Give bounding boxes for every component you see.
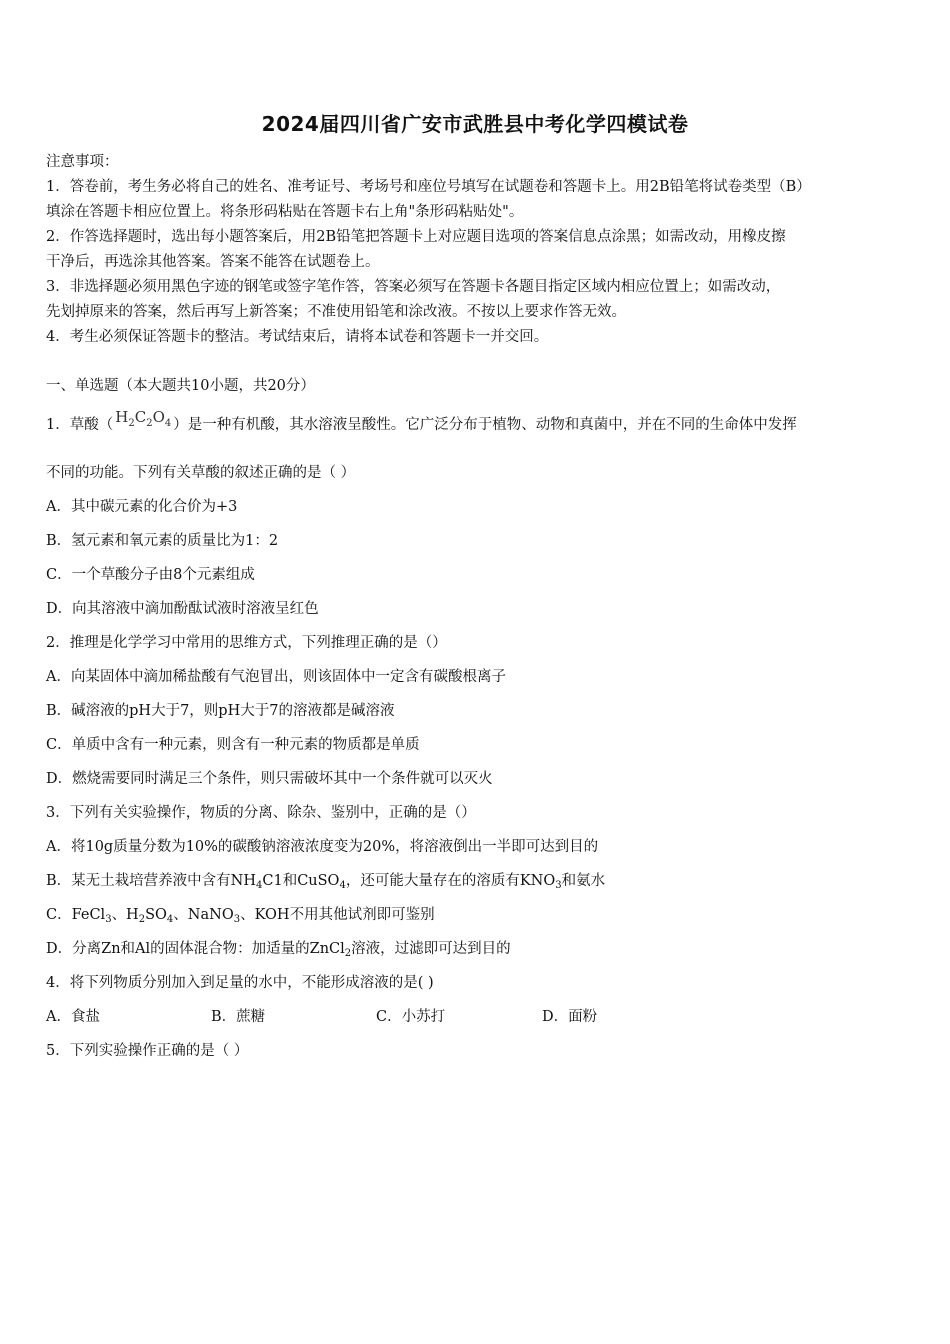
- q2-option-b: B．碱溶液的pH大于7，则pH大于7的溶液都是碱溶液: [46, 703, 395, 719]
- question-4-stem: 4．将下列物质分别加入到足量的水中，不能形成溶液的是( ): [46, 975, 434, 991]
- q3b-sub-3: 3: [555, 880, 562, 891]
- q1-option-c: C．一个草酸分子由8个元素组成: [46, 567, 255, 583]
- q3-option-b: [46, 871, 605, 896]
- notice-heading: 注意事项：: [46, 154, 119, 170]
- q3c-sub-4: 3: [233, 914, 241, 925]
- formula-sub-1: 2: [128, 418, 135, 429]
- q3b-sub-2: 4: [339, 880, 346, 891]
- q1-option-b: B．氢元素和氧元素的质量比为1：2: [46, 533, 279, 549]
- q3-option-a: A．将10g质量分数为10%的碳酸钠溶液浓度变为20%，将溶液倒出一半即可达到目的: [46, 839, 599, 855]
- notice-item-1b: 填涂在答题卡相应位置上。将条形码粘贴在答题卡右上角"条形码粘贴处"。: [46, 204, 524, 220]
- formula-h: H: [115, 408, 129, 426]
- q3c-part-4: 、NaNO: [173, 907, 234, 923]
- question-3-stem: 3．下列有关实验操作，物质的分离、除杂、鉴别中，正确的是（）: [46, 805, 476, 821]
- q3b-part-1: B．某无土栽培营养液中含有NH: [46, 873, 256, 889]
- q2-option-c: C．单质中含有一种元素，则含有一种元素的物质都是单质: [46, 737, 420, 753]
- q4-option-d: D．面粉: [542, 1009, 598, 1025]
- q4-option-c: C．小苏打: [376, 1009, 446, 1025]
- q3c-part-1: C．FeCl: [46, 907, 106, 923]
- question-2-stem: 2．推理是化学学习中常用的思维方式，下列推理正确的是（）: [46, 635, 447, 651]
- formula-sub-3: 4: [164, 418, 172, 429]
- notice-item-4: 4．考生必须保证答题卡的整洁。考试结束后，请将本试卷和答题卡一并交回。: [46, 329, 549, 345]
- q3-option-c: [46, 905, 435, 930]
- q1-option-a: A．其中碳元素的化合价为+3: [46, 499, 238, 515]
- question-1-continuation: 不同的功能。下列有关草酸的叙述正确的是（ ）: [46, 465, 356, 481]
- q3c-part-5: 、KOH不用其他试剂即可鉴别: [240, 907, 435, 923]
- formula-o: O: [152, 408, 165, 426]
- notice-item-2a: 2．作答选择题时，选出每小题答案后，用2B铅笔把答题卡上对应题目选项的答案信息点涂黑；如需改动，用橡皮擦: [46, 229, 786, 245]
- q3c-sub-1: 3: [105, 914, 112, 925]
- q3c-part-3: SO: [145, 907, 167, 923]
- q3c-part-2: 、H: [111, 907, 139, 923]
- notice-item-3b: 先划掉原来的答案，然后再写上新答案；不准使用铅笔和涂改液。不按以上要求作答无效。: [46, 304, 626, 320]
- q1-post: ）是一种有机酸，其水溶液呈酸性。它广泛分布于植物、动物和真菌中，并在不同的生命体中发挥: [173, 417, 797, 433]
- formula-c: C: [134, 408, 147, 426]
- q3d-part-1: D．分离Zn和Al的固体混合物：加适量的ZnCl: [46, 941, 345, 957]
- oxalic-acid-formula: [115, 407, 171, 434]
- q1-pre: 1．草酸（: [46, 417, 114, 433]
- q3d-sub-1: 2: [344, 948, 352, 959]
- q3c-sub-2: 2: [138, 914, 146, 925]
- q3d-part-2: 溶液，过滤即可达到目的: [351, 941, 511, 957]
- q3b-part-3: ，还可能大量存在的溶质有KNO: [345, 873, 556, 889]
- q4-option-b: B．蔗糖: [211, 1009, 266, 1025]
- question-5-stem: 5．下列实验操作正确的是（ ）: [46, 1043, 249, 1059]
- q3b-part-2: C1和CuSO: [262, 873, 340, 889]
- q1-option-d: D．向其溶液中滴加酚酞试液时溶液呈红色: [46, 601, 319, 617]
- q3b-sub-1: 4: [256, 880, 263, 891]
- q2-option-a: A．向某固体中滴加稀盐酸有气泡冒出，则该固体中一定含有碳酸根离子: [46, 669, 506, 685]
- section-heading: 一、单选题（本大题共10小题，共20分）: [46, 378, 315, 394]
- q2-option-d: D．燃烧需要同时满足三个条件，则只需破坏其中一个条件就可以灭火: [46, 771, 493, 787]
- notice-item-3a: 3．非选择题必须用黑色字迹的钢笔或签字笔作答，答案必须写在答题卡各题目指定区域内相应位置上；如需改动，: [46, 279, 781, 295]
- q3c-sub-3: 4: [166, 914, 174, 925]
- notice-item-2b: 干净后，再选涂其他答案。答案不能答在试题卷上。: [46, 254, 380, 270]
- page-title: 2024届四川省广安市武胜县中考化学四模试卷: [261, 112, 689, 136]
- notice-item-1a: 1．答卷前，考生务必将自己的姓名、准考证号、考场号和座位号填写在试题卷和答题卡上。用2B铅笔将试卷类型（B）: [46, 179, 811, 195]
- question-1-stem: [46, 408, 797, 441]
- q3-option-d: [46, 939, 511, 964]
- formula-sub-2: 2: [146, 418, 153, 429]
- q3b-part-4: 和氨水: [561, 873, 606, 889]
- q4-option-a: A．食盐: [46, 1009, 100, 1025]
